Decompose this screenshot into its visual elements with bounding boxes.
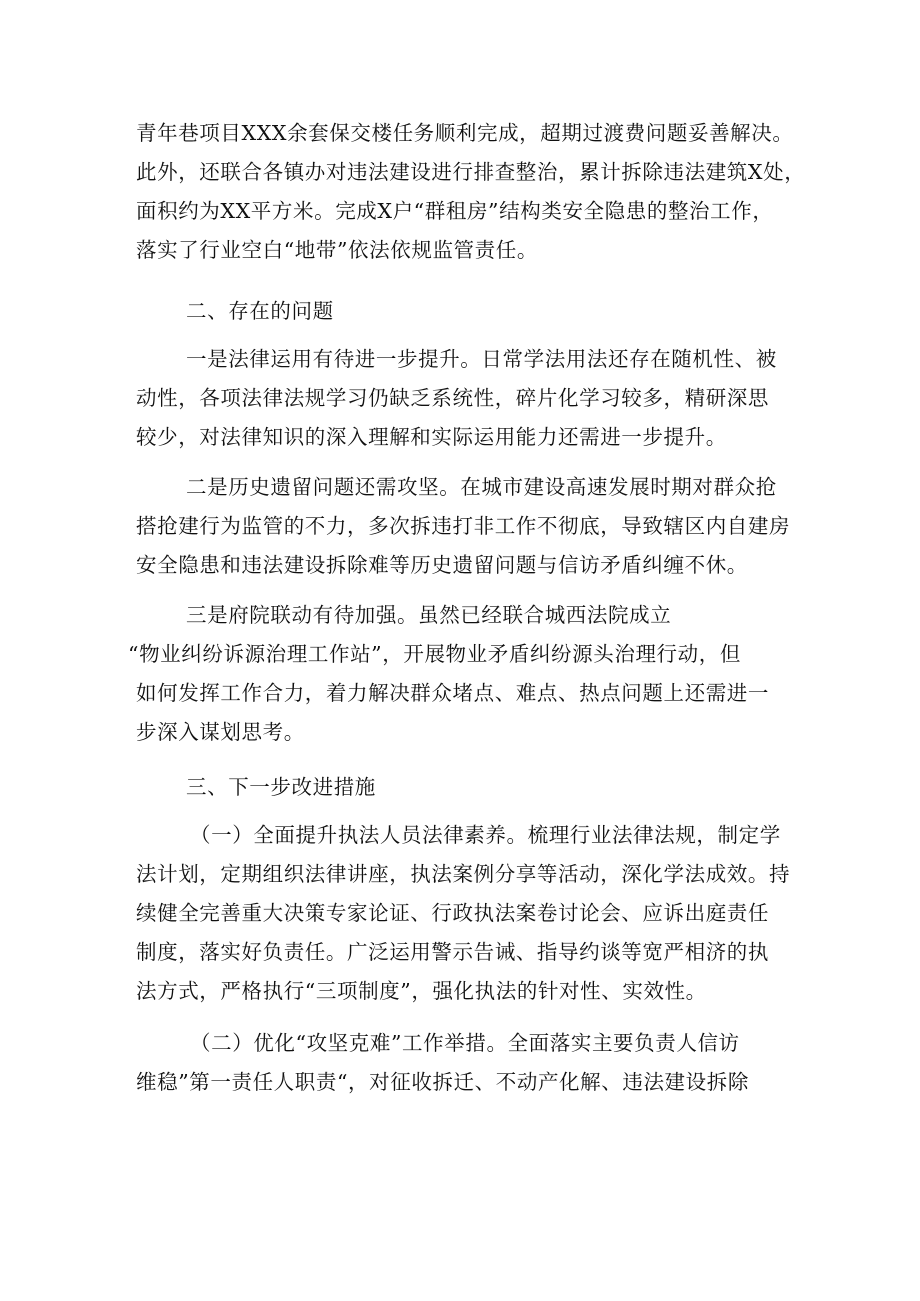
text-line: 落实了行业空白“地带”依法依规监管责任。	[136, 238, 538, 262]
text-line: 二是历史遗留问题还需攻坚。在城市建设高速发展时期对群众抢	[186, 475, 777, 499]
paragraph-measure-legal-literacy	[136, 816, 796, 1011]
text-line: 面积约为XX平方米。完成X户“群租房”结构类安全隐患的整治工作，	[136, 199, 774, 223]
paragraph-completion-summary	[136, 114, 806, 270]
paragraph-measure-tackle-difficulties	[136, 1024, 796, 1102]
text-line: “物业纠纷诉源治理工作站”，开展物业矛盾纠纷源头治理行动，但	[128, 642, 741, 666]
heading-text: 二、存在的问题	[186, 299, 334, 323]
section-heading-problems	[186, 292, 846, 331]
text-line: 搭抢建行为监管的不力，多次拆违打非工作不彻底，导致辖区内自建房	[136, 514, 791, 538]
text-line: 维稳”第一责任人职责“，对征收拆迁、不动产化解、违法建设拆除	[136, 1070, 749, 1094]
text-line: 续健全完善重大决策专家论证、行政执法案卷讨论会、应诉出庭责任	[136, 901, 769, 925]
text-line: 如何发挥工作合力，着力解决群众堵点、难点、热点问题上还需进一	[136, 681, 769, 705]
text-line: 法计划，定期组织法律讲座，执法案例分享等活动，深化学法成效。持	[136, 862, 791, 886]
section-heading-improvements	[186, 768, 846, 807]
paragraph-problem-court-linkage	[128, 596, 796, 752]
text-line: 动性，各项法律法规学习仍缺乏系统性，碎片化学习较多，精研深思	[136, 386, 769, 410]
heading-text: 三、下一步改进措施	[186, 775, 376, 799]
paragraph-problem-law-application	[136, 340, 796, 457]
text-line: 较少，对法律知识的深入理解和实际运用能力还需进一步提升。	[136, 425, 727, 449]
text-line: 步深入谋划思考。	[136, 720, 305, 744]
text-line: （一）全面提升执法人员法律素养。梳理行业法律法规，制定学	[190, 823, 781, 847]
text-line: 三是府院联动有待加强。虽然已经联合城西法院成立	[186, 603, 672, 627]
paragraph-problem-legacy-issues	[136, 468, 796, 585]
text-line: 此外，还联合各镇办对违法建设进行排查整治，累计拆除违法建筑X处，	[136, 160, 806, 184]
text-line: 法方式，严格执行“三项制度”，强化执法的针对性、实效性。	[136, 979, 707, 1003]
text-line: 制度，落实好负责任。广泛运用警示告诫、指导约谈等宽严相济的执	[136, 940, 769, 964]
text-line: 青年巷项目XXX余套保交楼任务顺利完成，超期过渡费问题妥善解决。	[136, 121, 794, 145]
text-line: （二）优化“攻坚克难”工作举措。全面落实主要负责人信访	[190, 1031, 740, 1055]
text-line: 安全隐患和违法建设拆除难等历史遗留问题与信访矛盾纠缠不休。	[136, 553, 748, 577]
text-line: 一是法律运用有待进一步提升。日常学法用法还存在随机性、被	[186, 347, 777, 371]
